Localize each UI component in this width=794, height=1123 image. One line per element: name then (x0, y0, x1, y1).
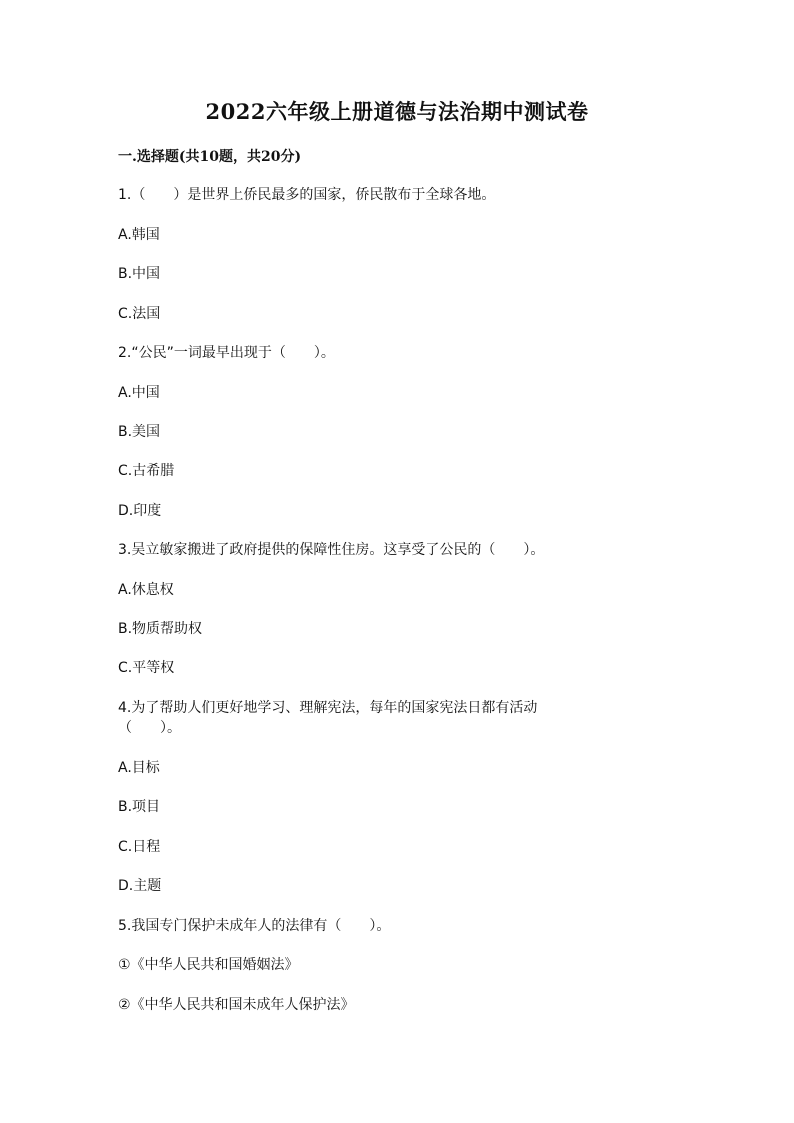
question-2-option-c: C.古希腊 (118, 463, 175, 479)
question-3-option-a: A.休息权 (118, 582, 174, 598)
question-3-option-b: B.物质帮助权 (118, 621, 203, 637)
question-3-stem: 3.吴立敏家搬进了政府提供的保障性住房。这享受了公民的（ ）。 (118, 542, 545, 558)
question-2-option-d: D.印度 (118, 503, 162, 519)
question-4-option-d: D.主题 (118, 878, 162, 894)
question-3-option-c: C.平等权 (118, 660, 175, 676)
question-1-stem: 1.（ ）是世界上侨民最多的国家，侨民散布于全球各地。 (118, 187, 496, 203)
question-5-option-1: ①《中华人民共和国婚姻法》 (118, 957, 299, 973)
question-5-stem: 5.我国专门保护未成年人的法律有（ ）。 (118, 918, 391, 934)
question-2-option-a: A.中国 (118, 385, 160, 401)
question-4-stem-line2: （ ）。 (118, 720, 181, 736)
section-heading: 一.选择题(共10题，共20分) (118, 149, 302, 165)
question-4-option-a: A.目标 (118, 760, 160, 776)
question-1-option-c: C.法国 (118, 306, 161, 322)
question-5-option-2: ②《中华人民共和国未成年人保护法》 (118, 997, 355, 1013)
question-2-stem: 2.“公民”一词最早出现于（ ）。 (118, 345, 335, 361)
page-title: 2022六年级上册道德与法治期中测试卷 (205, 99, 589, 124)
question-1-option-a: A.韩国 (118, 227, 160, 243)
question-2-option-b: B.美国 (118, 424, 161, 440)
question-4-option-b: B.项目 (118, 799, 161, 815)
question-1-option-b: B.中国 (118, 266, 161, 282)
question-4-stem-line1: 4.为了帮助人们更好地学习、理解宪法，每年的国家宪法日都有活动 (118, 700, 538, 716)
question-4-option-c: C.日程 (118, 839, 161, 855)
